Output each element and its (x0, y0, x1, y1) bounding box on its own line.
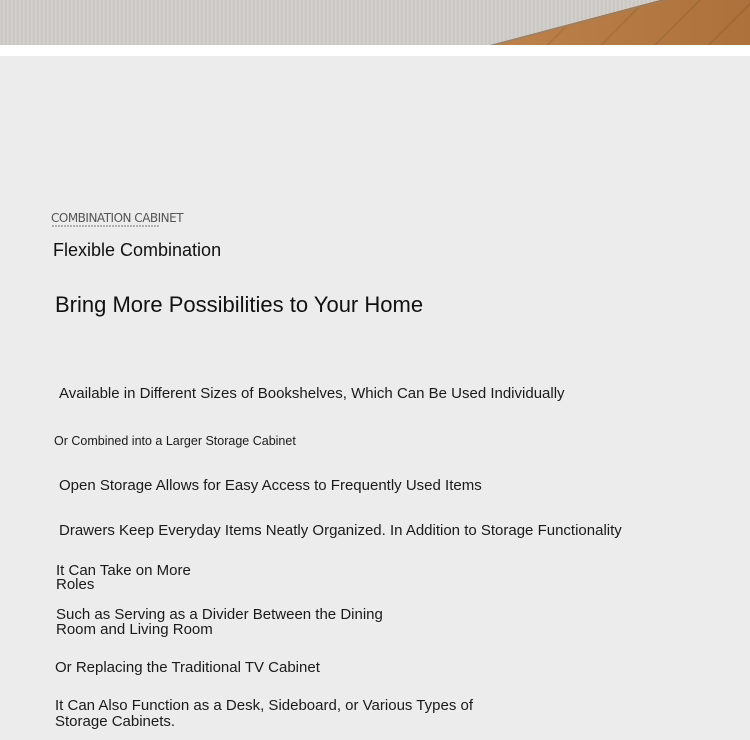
description-line: Drawers Keep Everyday Items Neatly Organized. In Addition to Storage Functionality (59, 522, 622, 539)
description-line: It Can Also Function as a Desk, Sideboard, or Various Types of (55, 697, 474, 714)
description-line: Storage Cabinets. (55, 713, 176, 730)
section-subtitle: Flexible Combination (53, 240, 222, 260)
brand-subtext-decoration (52, 225, 160, 227)
description-line: Available in Different Sizes of Bookshelves, Which Can Be Used Individually (59, 385, 565, 402)
product-photo-top (0, 0, 750, 45)
description-line: Or Replacing the Traditional TV Cabinet (55, 659, 320, 676)
description-line: Room and Living Room (56, 621, 213, 638)
brand-label: COMBINATION CABINET (51, 211, 184, 225)
description-line: Roles (56, 576, 95, 593)
description-line: Such as Serving as a Divider Between the Dining (56, 606, 383, 623)
description-line: Open Storage Allows for Easy Access to Frequently Used Items (59, 477, 482, 494)
page-headline: Bring More Possibilities to Your Home (55, 292, 424, 317)
description-line: Or Combined into a Larger Storage Cabinet (54, 434, 296, 448)
description-line: It Can Take on More (56, 562, 191, 579)
